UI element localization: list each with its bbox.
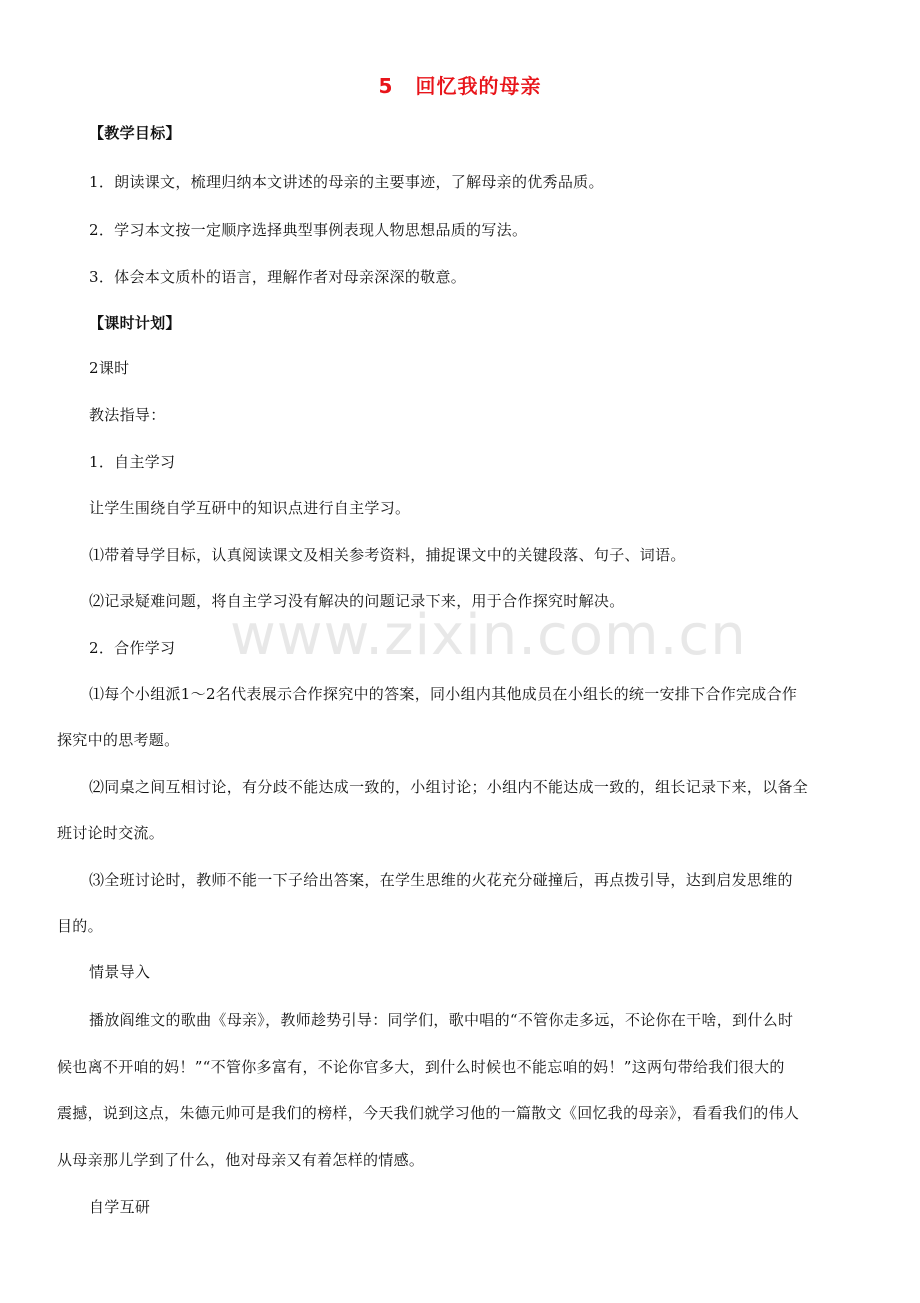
self-study-title: 1．自主学习 [89,453,176,471]
intro-line-1: 播放阎维文的歌曲《母亲》，教师趁势引导：同学们，歌中唱的“不管你走多远，不论你在干啥，到什么时 [89,1011,794,1029]
coop-study-title: 2．合作学习 [89,639,176,657]
plan-value: 2课时 [89,359,130,377]
objective-item-1: 1．朗读课文，梳理归纳本文讲述的母亲的主要事迹，了解母亲的优秀品质。 [89,173,604,191]
lesson-number: 5 [378,74,394,98]
intro-line-3: 震撼，说到这点，朱德元帅可是我们的榜样，今天我们就学习他的一篇散文《回忆我的母亲》，看看我们的伟人 [57,1104,800,1122]
self-study-intro: 让学生围绕自学互研中的知识点进行自主学习。 [89,499,411,517]
lesson-title: 回忆我的母亲 [415,74,542,98]
self-study-item-1: ⑴带着导学目标，认真阅读课文及相关参考资料，捕捉课文中的关键段落、句子、词语。 [89,546,686,564]
coop-item-2-line-1: ⑵同桌之间互相讨论，有分歧不能达成一致的，小组讨论；小组内不能达成一致的，组长记录下来，以备全 [89,778,809,796]
self-research-heading: 自学互研 [89,1198,151,1216]
intro-line-2: 候也离不开咱的妈！”“不管你多富有，不论你官多大，到什么时候也不能忘咱的妈！”这两句带给我们很大的 [57,1058,785,1076]
coop-item-1-line-2: 探究中的思考题。 [57,731,180,749]
page-title [0,70,920,99]
coop-item-3-line-1: ⑶全班讨论时，教师不能一下子给出答案，在学生思维的火花充分碰撞后，再点拨引导，达到启发思维的 [89,871,793,889]
method-heading: 教法指导： [89,406,166,424]
objectives-heading: 【教学目标】 [89,124,181,142]
coop-item-1-line-1: ⑴每个小组派1～2名代表展示合作探究中的答案，同小组内其他成员在小组长的统一安排下合作完成合作 [89,685,798,703]
intro-line-4: 从母亲那儿学到了什么，他对母亲又有着怎样的情感。 [57,1151,425,1169]
objective-item-3: 3．体会本文质朴的语言，理解作者对母亲深深的敬意。 [89,268,467,286]
coop-item-3-line-2: 目的。 [57,917,103,935]
self-study-item-2: ⑵记录疑难问题，将自主学习没有解决的问题记录下来，用于合作探究时解决。 [89,592,625,610]
intro-heading: 情景导入 [89,963,151,981]
coop-item-2-line-2: 班讨论时交流。 [57,824,165,842]
objective-item-2: 2．学习本文按一定顺序选择典型事例表现人物思想品质的写法。 [89,221,528,239]
plan-heading: 【课时计划】 [89,314,181,332]
watermark: www.zixin.com.cn [230,603,747,668]
